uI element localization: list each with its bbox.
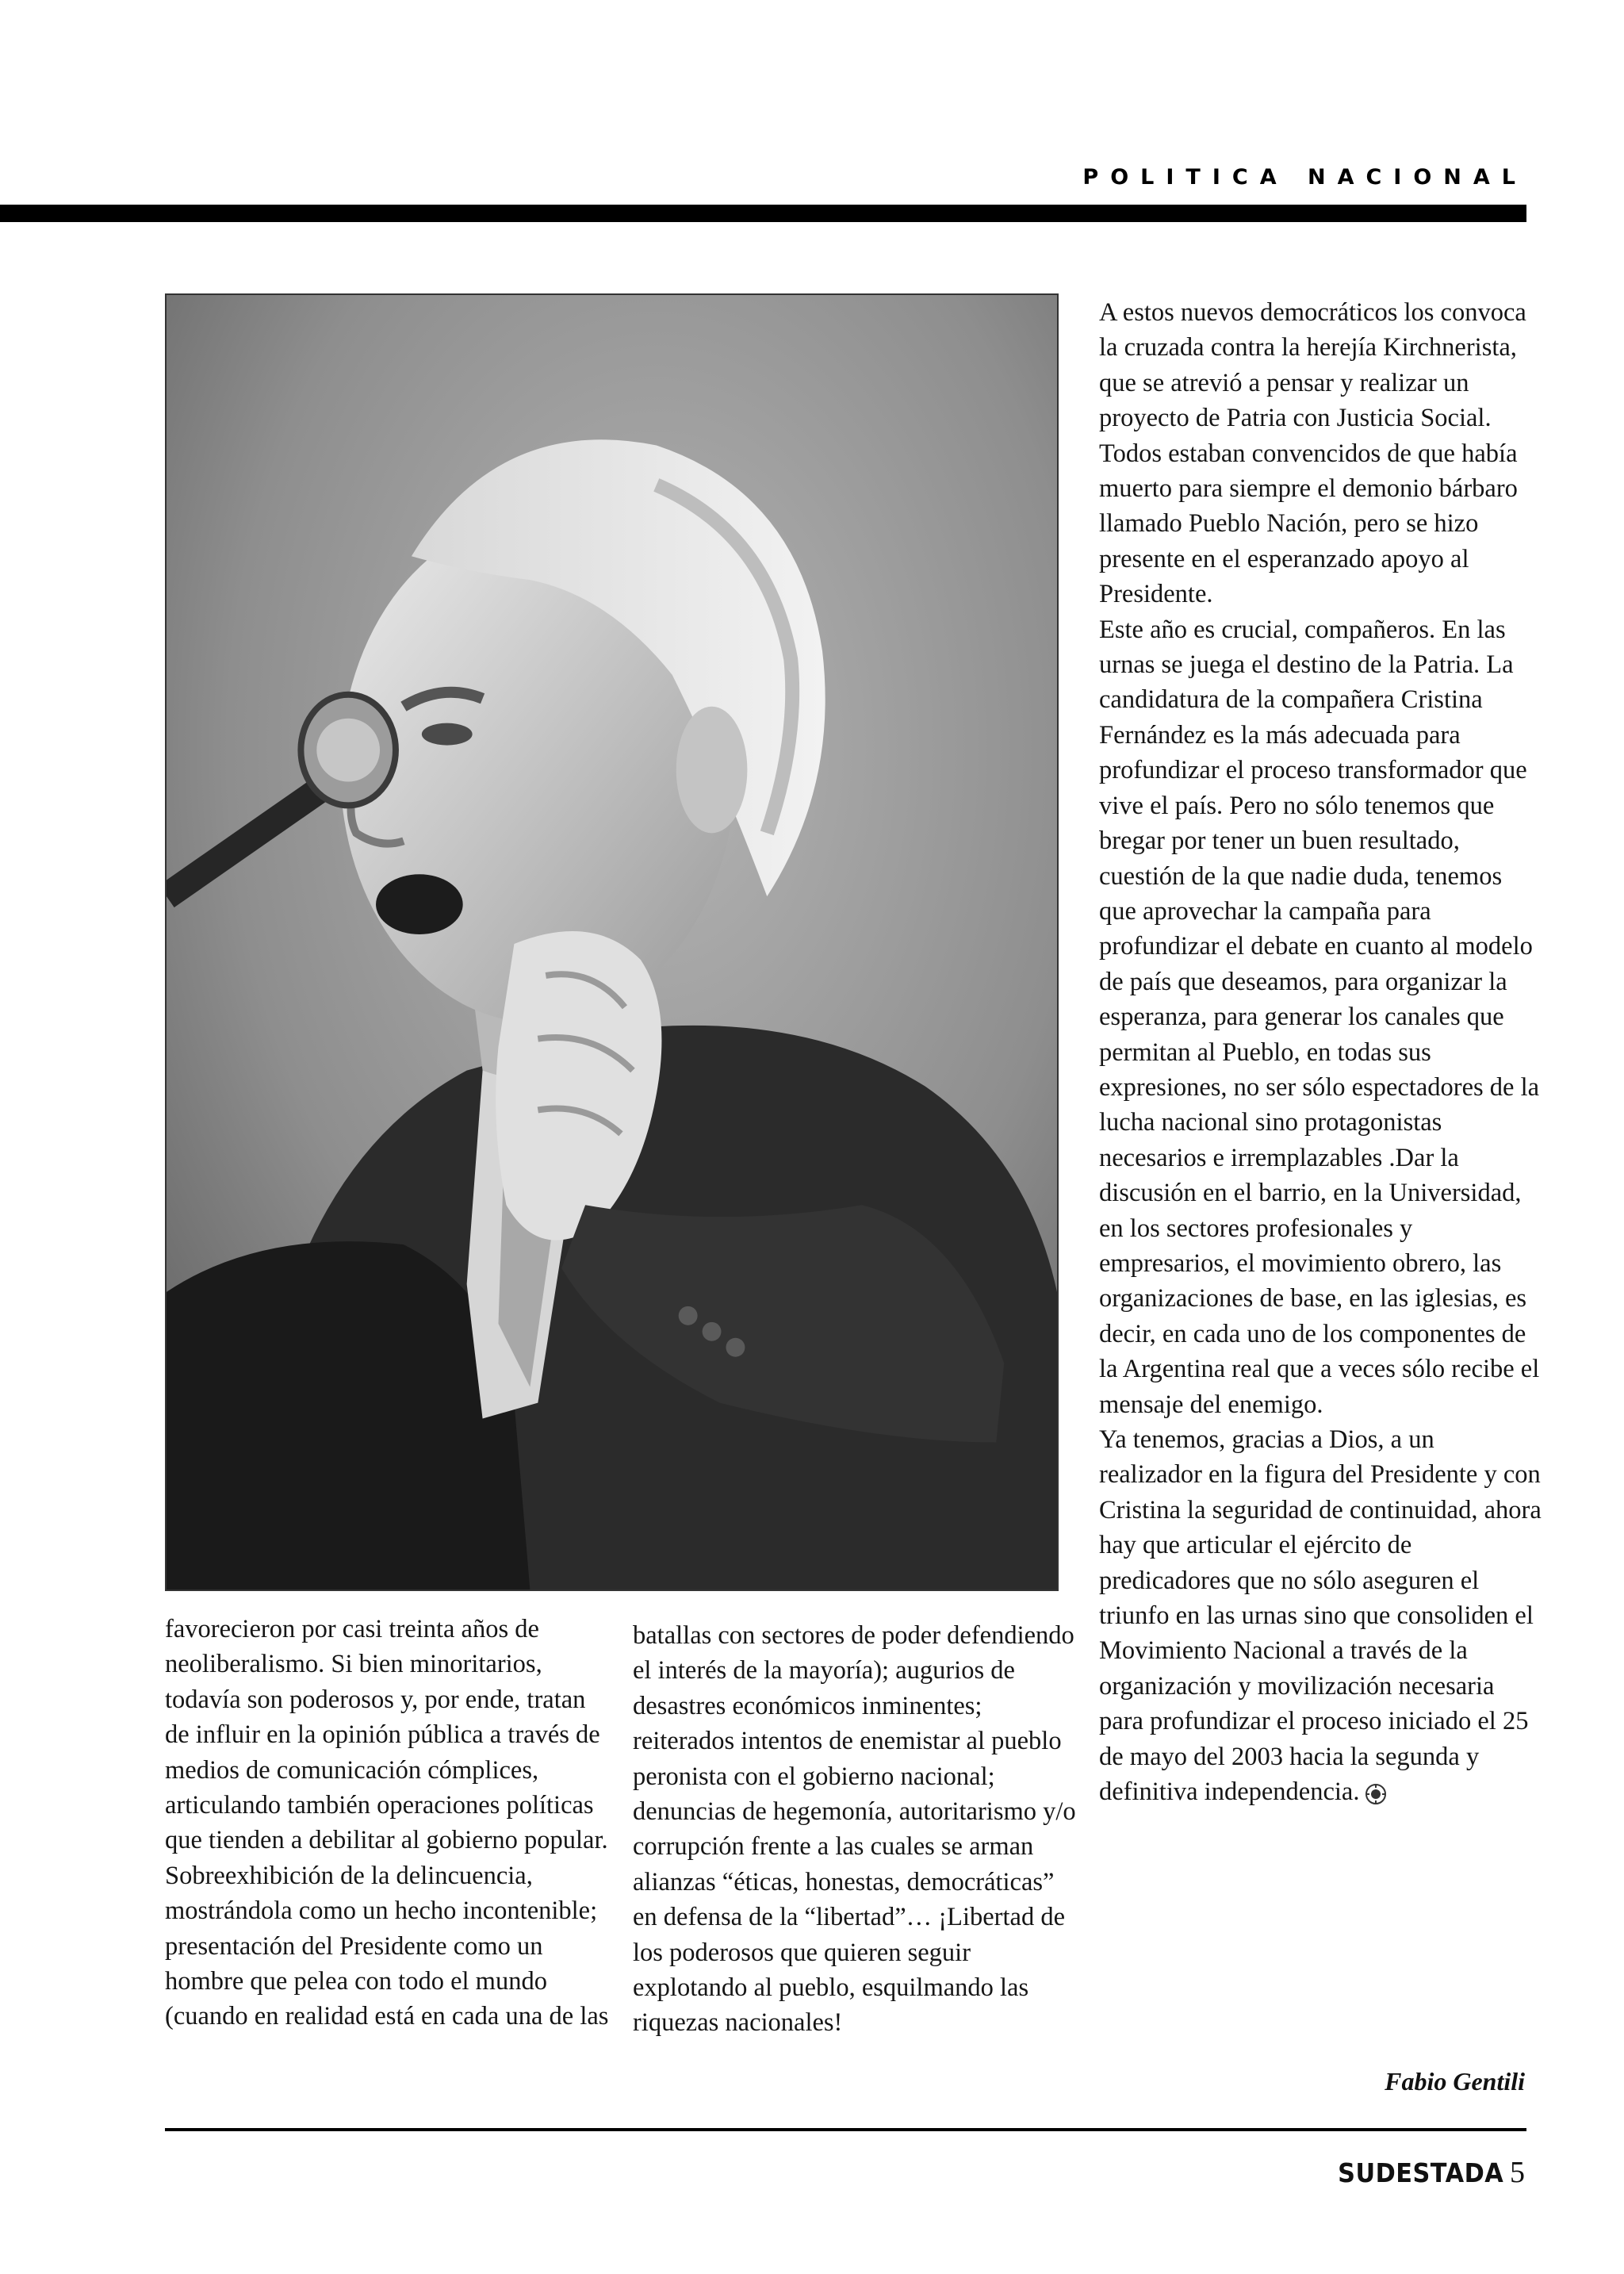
author-signature: Fabio Gentili [1385, 2067, 1525, 2096]
text-column-1 [165, 1612, 609, 2034]
text-column-2 [633, 1618, 1077, 2041]
paragraph: batallas con sectores de poder defendiendo el interés de la mayoría); augurios de desastres económicos inminentes; reiterados intentos de enemistar al pueblo peronista con el gobierno nacional; denuncias de hegemonía, autoritarismo y/o corrupción frente a las cuales se arman alianzas “éticas, honestas, democráticas” en defensa de la “libertad”… ¡Libertad de los poderosos que quieren seguir explotando al pueblo, esquilmando las riquezas nacionales! [633, 1621, 1076, 2038]
paragraph-final [1099, 1422, 1543, 1809]
paragraph: favorecieron por casi treinta años de neoliberalismo. Si bien minoritarios, todavía son poderosos y, por ende, tratan de influir en la opinión pública a través de medios de comunicación cómplices, articulando también operaciones políticas que tienden a debilitar al gobierno popular. Sobreexhibición de la delincuencia, mostrándola como un hecho incontenible; presentación del Presidente como un hombre que pelea con todo el mundo (cuando en realidad está en cada una de las [165, 1615, 609, 2031]
sun-emblem-icon [1365, 1784, 1386, 1804]
page-number: 5 [1510, 2156, 1525, 2189]
text-column-3 [1099, 295, 1543, 1809]
publication-name: SUDESTADA [1337, 2157, 1503, 2188]
paragraph: A estos nuevos democráticos los convoca la cruzada contra la herejía Kirchnerista, que se atrevió a pensar y realizar un proyecto de Patria con Justicia Social. Todos estaban convencidos de que había muerto para siempre el demonio bárbaro llamado Pueblo Nación, pero se hizo presente en el esperanzado apoyo al Presidente. [1099, 298, 1526, 609]
paragraph-final-text: Ya tenemos, gracias a Dios, a un realizador en la figura del Presidente y con Cristina la seguridad de continuidad, ahora hay que articular el ejército de predicadores que no sólo aseguren el triunfo en las urnas sino que consoliden el Movimiento Nacional a través de la organización y movilización necesaria para profundizar el proceso iniciado el 25 de mayo del 2003 hacia la segunda y definitiva independencia. [1099, 1425, 1542, 1807]
speaker-photo [165, 293, 1059, 1591]
paragraph: Este año es crucial, compañeros. En las urnas se juega el destino de la Patria. La candidatura de la compañera Cristina Fernández es la más adecuada para profundizar el proceso transformador que vive el país. Pero no sólo tenemos que bregar por tener un buen resultado, cuestión de la que nadie duda, tenemos que aprovechar la campaña para profundizar el debate en cuanto al modelo de país que deseamos, para organizar la esperanza, para generar los canales que permitan al Pueblo, en todas sus expresiones, no ser sólo espectadores de la lucha nacional sino protagonistas necesarios e irremplazables .Dar la discusión en el barrio, en la Universidad, en los sectores profesionales y empresarios, el movimiento obrero, las organizaciones de base, en las iglesias, es decir, en cada uno de los componentes de la Argentina real que a veces sólo recibe el mensaje del enemigo. [1099, 615, 1540, 1419]
speaker-photo-illustration [167, 295, 1057, 1589]
header-rule [0, 205, 1526, 222]
section-title: POLITICA NACIONAL [1082, 165, 1527, 190]
footer-rule [165, 2128, 1526, 2131]
page-footer [1323, 2155, 1525, 2190]
